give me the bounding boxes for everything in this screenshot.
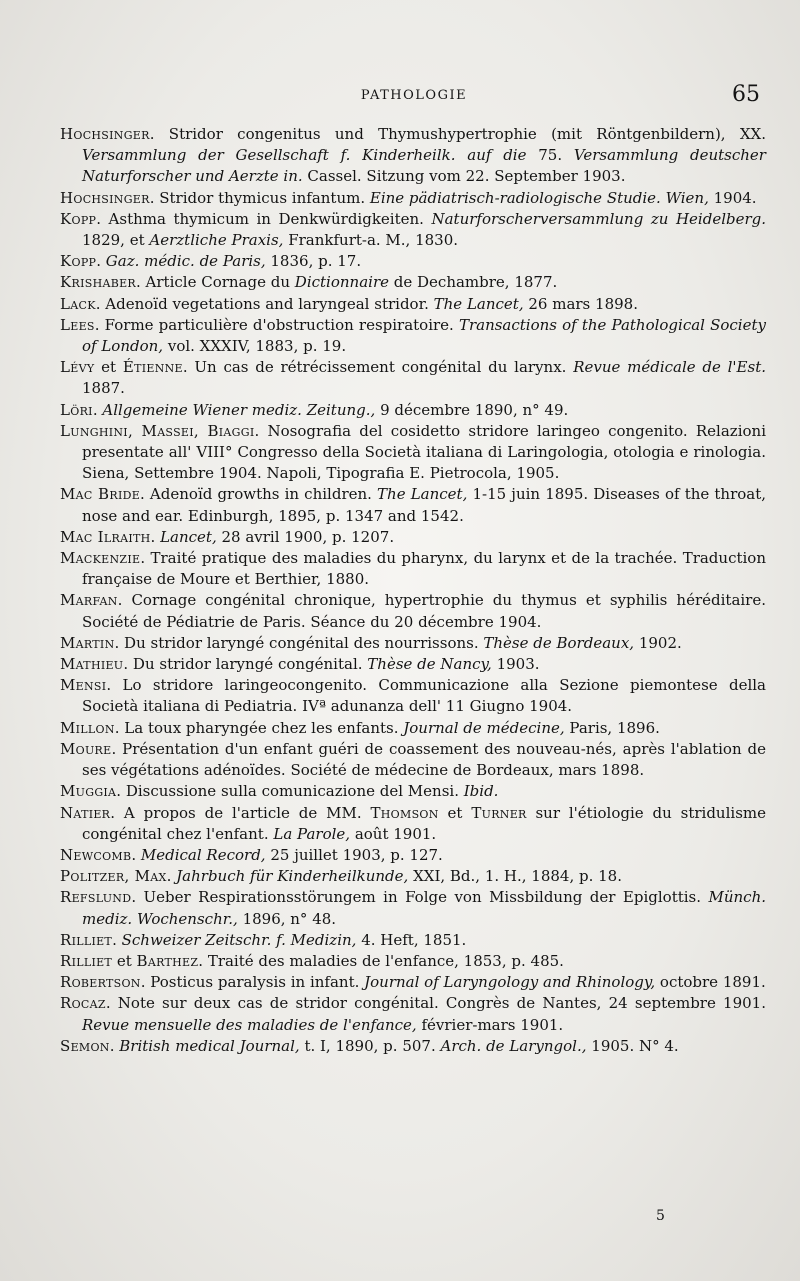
entry-text: . Asthma thymicum in Denkwürdigkeiten. xyxy=(96,209,432,228)
entry-text: de Dechambre, 1877. xyxy=(389,273,558,292)
entry-text: Paris, 1896. xyxy=(564,718,660,737)
entry-text: . xyxy=(150,527,161,546)
entry-text: 9 décembre 1890, n° 49. xyxy=(375,400,569,419)
entry-author: Lees xyxy=(60,315,95,334)
bibliography-entry xyxy=(60,124,766,188)
bibliography-entry xyxy=(60,294,766,315)
entry-author: Muggia xyxy=(60,782,117,801)
entry-text: et xyxy=(94,358,123,377)
bibliography-entry xyxy=(60,357,766,399)
entry-text: 1903. xyxy=(491,655,540,674)
running-title: PATHOLOGIE xyxy=(360,88,468,103)
entry-text: 75. xyxy=(526,146,574,165)
entry-text: . xyxy=(96,252,106,271)
entry-author: Étienne xyxy=(122,358,183,377)
entry-author: Rocaz xyxy=(60,994,106,1013)
entry-text: sur l'étiologie du stridulisme congénital chez l'enfant. xyxy=(82,803,766,843)
entry-title-italic: Ibid. xyxy=(463,782,499,801)
entry-title-italic: Aerztliche Praxis, xyxy=(149,231,284,250)
entry-title-italic: Revue médicale de l'Est. xyxy=(573,358,767,377)
entry-title-italic: The Lancet, xyxy=(433,294,524,313)
entry-author: Kopp xyxy=(60,252,97,271)
entry-author: Rilliet xyxy=(60,951,113,970)
entry-text: 28 avril 1900, p. 1207. xyxy=(216,527,395,546)
entry-text: . Article Cornage du xyxy=(136,273,295,292)
bibliography-entry xyxy=(60,484,766,526)
entry-text: 1829, et xyxy=(82,231,150,250)
entry-text: 26 mars 1898. xyxy=(523,294,638,313)
bibliography-entry xyxy=(60,527,766,548)
bibliography-entry xyxy=(60,654,766,675)
bibliography-entry xyxy=(60,400,766,421)
bibliography-entry xyxy=(60,930,766,951)
entry-text: 1902. xyxy=(634,633,682,652)
entry-author: Martin xyxy=(60,633,115,652)
entry-title-italic: Transactions of the Pathological Society of London, xyxy=(82,315,766,356)
entry-text: 1896, n° 48. xyxy=(237,909,337,928)
entry-author: Politzer, Max xyxy=(60,867,167,886)
entry-text: . xyxy=(112,930,122,949)
entry-author: Moure xyxy=(60,739,112,758)
entry-title-italic: Versammlung deutscher Naturforscher und Aerzte in. xyxy=(82,146,766,186)
entry-text: et xyxy=(438,803,472,822)
entry-author: Krishaber xyxy=(60,273,137,292)
entry-author: Mensi xyxy=(60,676,107,695)
entry-text: . Du stridor laryngé congénital. xyxy=(123,655,368,674)
bibliography-entry xyxy=(60,251,766,272)
entry-text: . xyxy=(166,867,177,886)
entry-text: . A propos de l'article de MM. xyxy=(110,803,371,822)
bibliography-entry xyxy=(60,845,766,866)
entry-text: . xyxy=(92,400,103,419)
entry-title-italic: Schweizer Zeitschr. f. Medizin, xyxy=(121,930,357,949)
entry-text: 1-15 juin 1895. Diseases of the throat, nose and ear. Edinburgh, 1895, p. 1347 and 1542. xyxy=(82,485,767,525)
entry-author: Mathieu xyxy=(60,655,124,674)
entry-title-italic: Medical Record, xyxy=(140,845,266,864)
entry-title-italic: Thèse de Nancy, xyxy=(367,655,492,674)
page-header xyxy=(58,84,770,114)
entry-author: Mackenzie xyxy=(60,549,141,568)
entry-text: t. I, 1890, p. 507. xyxy=(299,1036,441,1055)
bibliography-entry xyxy=(60,887,766,929)
entry-text: . Forme particulière d'obstruction respiratoire. xyxy=(94,315,459,334)
entry-title-italic: Gaz. médic. de Paris, xyxy=(105,252,266,271)
entry-author: Löri xyxy=(60,400,93,419)
entry-title-italic: Revue mensuelle des maladies de l'enfance, xyxy=(82,1015,417,1034)
entry-text: et xyxy=(112,951,137,970)
bibliography-entry xyxy=(60,272,766,293)
entry-text: . xyxy=(109,1036,120,1055)
entry-text: XXI, Bd., 1. H., 1884, p. 18. xyxy=(408,867,622,886)
entry-title-italic: Journal of Laryngology and Rhinology, xyxy=(364,973,656,992)
entry-author: Thomson xyxy=(370,803,439,822)
entry-text: . Présentation d'un enfant guéri de coassement des nouveau-nés, après l'ablation de ses végétations adénoïdes. Société de médecine de Bordeaux, mars 1898. xyxy=(82,739,766,780)
bibliography-entry xyxy=(60,421,766,485)
entry-title-italic: Münch. mediz. Wochenschr., xyxy=(82,888,766,928)
entry-text: . Nosografia del cosidetto stridore laringeo congenito. Relazioni presentate all' VIII° Congresso della Società italiana di Laringologia, otologia e rinologia. Siena, Settembre 1904. Napoli, Tipografia E. Pietrocola, 1905. xyxy=(82,421,766,483)
entry-title-italic: British medical Journal, xyxy=(119,1036,300,1055)
entry-author: Marfan xyxy=(60,591,118,610)
entry-author: Kopp xyxy=(60,209,97,228)
entry-author: Robertson xyxy=(60,973,141,992)
entry-title-italic: Jahrbuch für Kinderheilkunde, xyxy=(176,867,409,886)
entry-author: Lack xyxy=(60,294,96,313)
bibliography-list xyxy=(60,124,766,1057)
bibliography-entry xyxy=(60,548,766,590)
entry-title-italic: Thèse de Bordeaux, xyxy=(483,633,635,652)
bibliography-entry xyxy=(60,951,766,972)
entry-author: Natier xyxy=(60,803,111,822)
bibliography-entry xyxy=(60,866,766,887)
entry-author: Barthez xyxy=(136,951,199,970)
entry-text: 1887. xyxy=(82,379,125,398)
entry-text: Cassel. Sitzung vom 22. September 1903. xyxy=(302,167,626,186)
entry-text: 1905. N° 4. xyxy=(586,1036,679,1055)
entry-text: . xyxy=(131,845,141,864)
entry-title-italic: Eine pädiatrisch-radiologische Studie. Wien, xyxy=(369,188,709,207)
bibliography-entry xyxy=(60,209,766,251)
entry-title-italic: Versammlung der Gesellschaft f. Kinderheilk. auf die xyxy=(82,146,527,165)
entry-title-italic: Naturforscherversammlung zu Heidelberg. xyxy=(431,209,767,228)
entry-text: . Du stridor laryngé congénital des nourrissons. xyxy=(114,633,484,652)
entry-author: Millon xyxy=(60,718,115,737)
entry-text: . Ueber Respirationsstörungem in Folge von Missbildung der Epiglottis. xyxy=(131,888,709,907)
entry-text: 1836, p. 17. xyxy=(265,252,362,271)
bibliography-entry xyxy=(60,633,766,654)
entry-text: Frankfurt-a. M., 1830. xyxy=(283,231,459,250)
entry-text: vol. XXXIV, 1883, p. 19. xyxy=(163,337,347,356)
entry-author: Mac Ilraith xyxy=(60,527,151,546)
bibliography-entry xyxy=(60,993,766,1035)
bibliography-entry xyxy=(60,188,766,209)
entry-author: Hochsinger xyxy=(60,125,150,143)
entry-title-italic: Allgemeine Wiener mediz. Zeitung., xyxy=(102,400,376,419)
entry-title-italic: La Parole, xyxy=(273,824,351,843)
entry-text: . Discussione sulla comunicazione del Mensi. xyxy=(116,782,464,801)
entry-author: Rilliet xyxy=(60,930,113,949)
entry-text: . Lo stridore laringeocongenito. Communicazione alla Sezione piemontese della Società italiana di Pediatria. IVª adunanza dell' 11 Giugno 1904. xyxy=(82,676,766,716)
entry-text: . Adenoïd growths in children. xyxy=(140,485,378,504)
entry-text: . Traité des maladies de l'enfance, 1853, p. 485. xyxy=(198,951,564,970)
entry-text: février-mars 1901. xyxy=(416,1015,564,1034)
bibliography-entry xyxy=(60,590,766,632)
entry-text: . Note sur deux cas de stridor congénital. Congrès de Nantes, 24 septembre 1901. xyxy=(105,994,766,1013)
entry-author: Lunghini, Massei, Biaggi xyxy=(60,421,255,440)
bibliography-entry xyxy=(60,718,766,739)
entry-text: . Posticus paralysis in infant. xyxy=(140,973,365,992)
signature-mark: 5 xyxy=(656,1208,665,1224)
entry-title-italic: Lancet, xyxy=(160,527,217,546)
entry-text: 1904. xyxy=(708,188,757,207)
entry-text: . Adenoïd vegetations and laryngeal stridor. xyxy=(95,294,434,313)
entry-text: octobre 1891. xyxy=(655,973,766,992)
entry-title-italic: Journal de médecine, xyxy=(403,718,565,737)
entry-text: . Stridor congenitus und Thymushypertrophie (mit Röntgenbildern), XX. xyxy=(149,125,766,143)
entry-text: . La toux pharyngée chez les enfants. xyxy=(114,718,404,737)
entry-author: Lévy xyxy=(60,358,95,377)
bibliography-entry xyxy=(60,803,766,845)
entry-text: . Traité pratique des maladies du pharynx, du larynx et de la trachée. Traduction française de Moure et Berthier, 1880. xyxy=(82,549,766,589)
entry-author: Hochsinger xyxy=(60,188,150,207)
bibliography-entry xyxy=(60,781,766,802)
entry-text: . Stridor thymicus infantum. xyxy=(149,188,370,207)
entry-author: Newcomb xyxy=(60,845,132,864)
entry-text: 25 juillet 1903, p. 127. xyxy=(265,845,443,864)
entry-text: . Cornage congénital chronique, hypertrophie du thymus et syphilis héréditaire. Société de Pédiatrie de Paris. Séance du 20 décembre 1904. xyxy=(82,591,766,631)
entry-text: 4. Heft, 1851. xyxy=(356,930,467,949)
bibliography-entry xyxy=(60,739,766,781)
entry-text: août 1901. xyxy=(350,824,437,843)
bibliography-entry xyxy=(60,972,766,993)
entry-text: . Un cas de rétrécissement congénital du larynx. xyxy=(182,358,574,377)
entry-author: Turner xyxy=(471,803,527,822)
entry-title-italic: The Lancet, xyxy=(377,485,468,504)
entry-author: Mac Bride xyxy=(60,485,141,504)
bibliography-entry xyxy=(60,675,766,717)
entry-title-italic: Dictionnaire xyxy=(294,273,389,292)
entry-author: Semon xyxy=(60,1036,110,1055)
entry-title-italic: Arch. de Laryngol., xyxy=(440,1036,587,1055)
page-number: 65 xyxy=(732,82,760,107)
bibliography-entry xyxy=(60,315,766,357)
bibliography-entry xyxy=(60,1036,766,1057)
entry-author: Refslund xyxy=(60,888,132,907)
